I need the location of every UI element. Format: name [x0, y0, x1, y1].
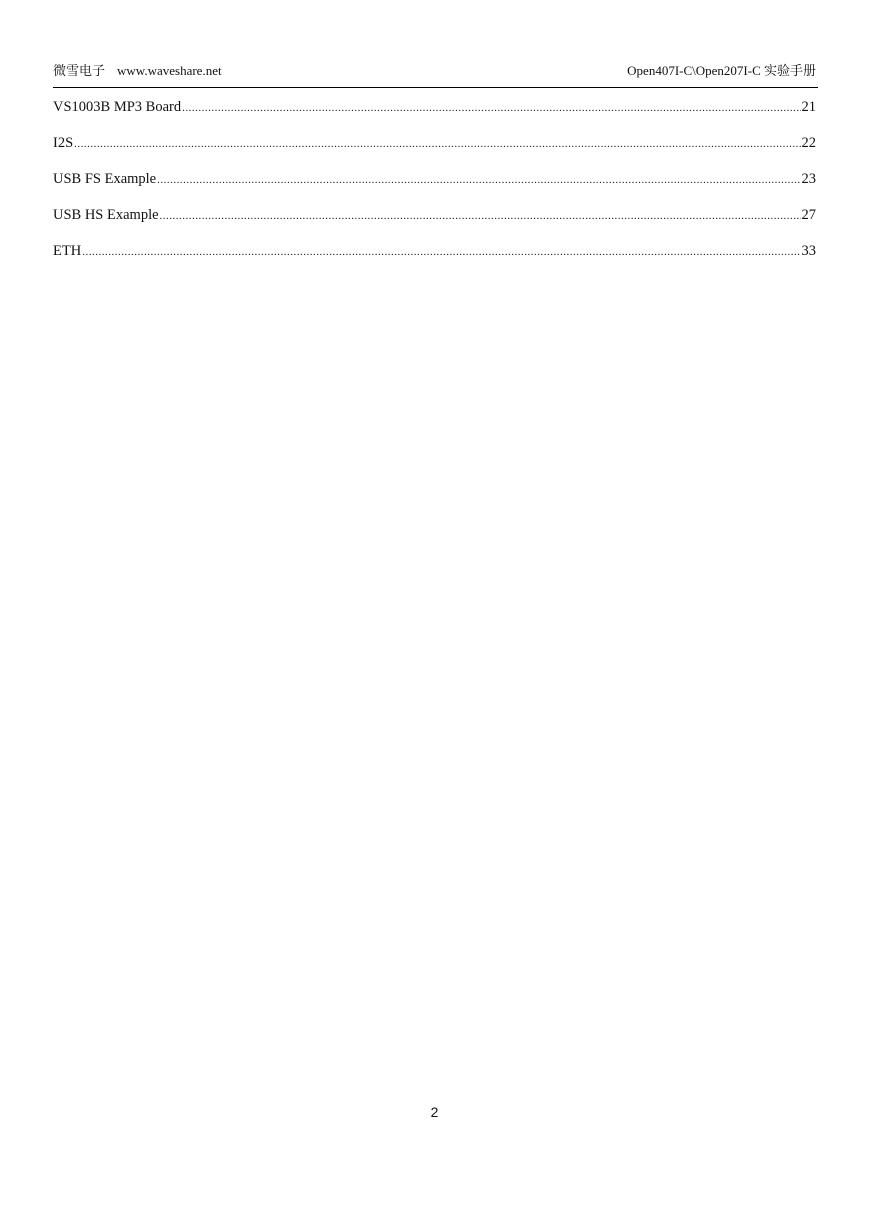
- toc-entry-page: 23: [801, 171, 816, 187]
- toc-entry[interactable]: [53, 133, 816, 153]
- toc-entry-title: I2S: [53, 135, 74, 151]
- header-left: [53, 62, 222, 80]
- toc-entry[interactable]: [53, 241, 816, 261]
- toc-dot-leader: [82, 242, 800, 262]
- toc-entry-title: USB HS Example: [53, 207, 159, 223]
- page-header: [53, 62, 816, 80]
- toc-dot-leader: [160, 206, 801, 226]
- website-link[interactable]: www.waveshare.net: [117, 63, 222, 78]
- toc-entry-page: 22: [801, 135, 816, 151]
- page-number: 2: [430, 1104, 439, 1120]
- toc-entry-page: 27: [801, 207, 816, 223]
- toc-entry-title: ETH: [53, 243, 82, 259]
- company-name: 微雪电子: [53, 63, 106, 78]
- toc-entry[interactable]: [53, 205, 816, 225]
- toc-entry-page: 33: [801, 243, 816, 259]
- toc-entry[interactable]: [53, 169, 816, 189]
- manual-title: Open407I-C\Open207I-C 实验手册: [627, 63, 816, 78]
- toc-dot-leader: [74, 134, 800, 154]
- toc-entry[interactable]: [53, 97, 816, 117]
- toc-entry-title: VS1003B MP3 Board: [53, 99, 182, 115]
- toc-entry-page: 21: [801, 99, 816, 115]
- header-divider: [53, 87, 818, 88]
- toc-dot-leader: [182, 98, 800, 118]
- toc-entry-title: USB FS Example: [53, 171, 157, 187]
- toc-dot-leader: [157, 170, 800, 190]
- table-of-contents: [53, 97, 816, 277]
